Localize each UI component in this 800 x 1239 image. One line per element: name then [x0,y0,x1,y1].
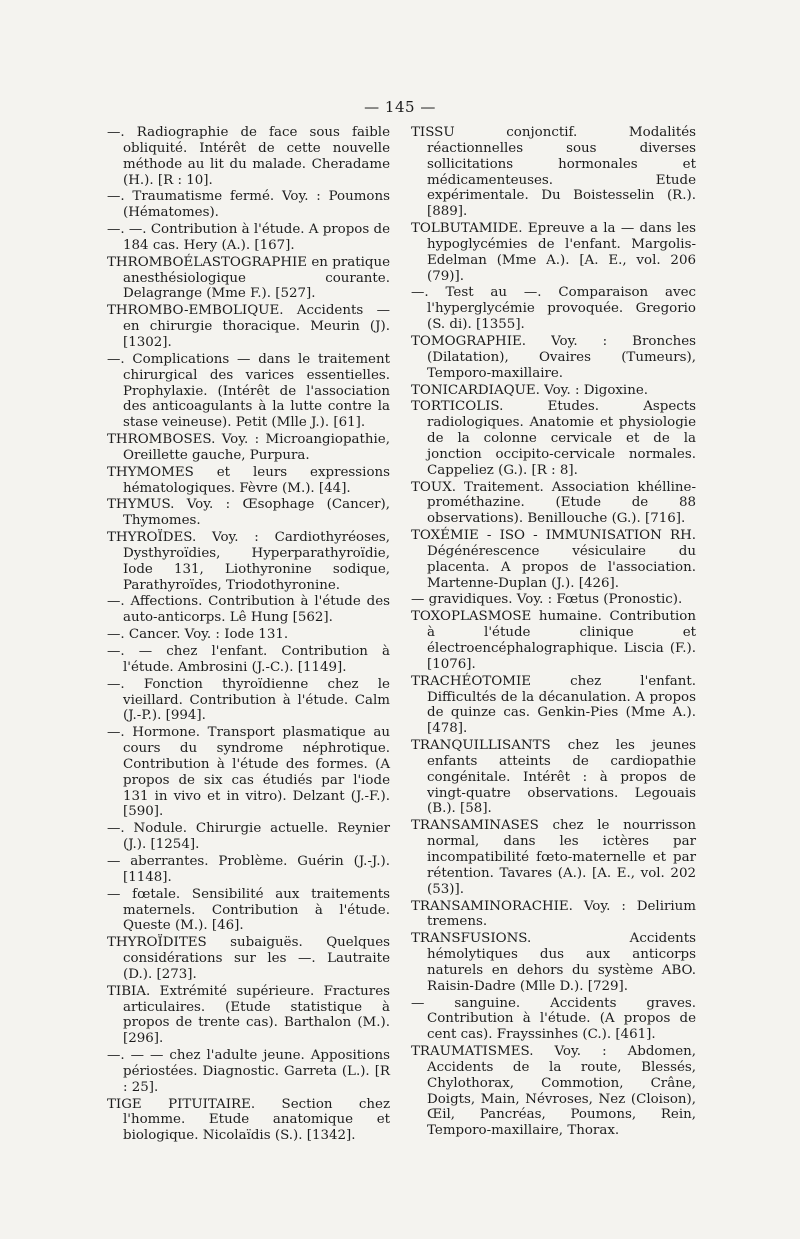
index-entry: TONICARDIAQUE. Voy. : Digoxine. [411,382,649,398]
index-entry: TOLBUTAMIDE. Epreuve a la — dans les hypoglycémies de l'enfant. Margolis-Edelman (Mme A.). [A. E., vol. 206 (79)]. [411,221,696,284]
index-entry: —. Affections. Contribution à l'étude des auto-anticorps. Lê Hung [562]. [107,594,390,626]
index-entry: TOMOGRAPHIE. Voy. : Bronches (Dilatation), Ovaires (Tumeurs), Temporo-maxillaire. [411,333,696,381]
index-entry: THROMBO-EMBOLIQUE. Accidents — en chirurgie thoracique. Meurin (J). [1302]. [107,303,390,350]
index-entry: TOXÉMIE - ISO - IMMUNISATION RH. Dégénérescence vésiculaire du placenta. A propos de l'association. Martenne-Duplan (J.). [426]. [411,528,696,591]
page-number: — 145 — [364,98,436,116]
index-entry: —. Complications — dans le traitement chirurgical des varices essentielles. Prophylaxie. (Intérêt de l'association des anticoagulants à la lutte contre la stase veineuse). Petit (Mlle J.). [61]. [107,351,390,431]
index-entry: —. Test au —. Comparaison avec l'hyperglycémie provoquée. Gregorio (S. di). [1355]. [411,285,696,333]
index-entry: TORTICOLIS. Etudes. Aspects radiologiques. Anatomie et physiologie de la colonne cervicale et de la jonction occipito-cervicale normales. Cappeliez (G.). [R : 8]. [411,399,696,478]
index-entry: TIBIA. Extrémité supérieure. Fractures articulaires. (Etude statistique à propos de trente cas). Barthalon (M.). [296]. [107,983,390,1047]
index-entry: —. Nodule. Chirurgie actuelle. Reynier (J.). [1254]. [107,821,390,853]
index-entry: TRAUMATISMES. Voy. : Abdomen, Accidents de la route, Blessés, Chylothorax, Commotion, Crâne, Doigts, Main, Névroses, Nez (Cloison), Œil, Pancréas, Poumons, Rein, Temporo-maxillaire, Thorax. [411,1044,696,1139]
left-column [107,125,390,1145]
index-entry: THROMBOÉLASTOGRAPHIE en pratique anesthésiologique courante. Delagrange (Mme F.). [527]. [107,254,390,302]
index-entry: TRANSAMINORACHIE. Voy. : Delirium tremens. [411,898,696,930]
index-entry: THYMOMES et leurs expressions hématologiques. Fèvre (M.). [44]. [107,464,390,496]
index-entry: —. Hormone. Transport plasmatique au cours du syndrome néphrotique. Contribution à l'étude des formes. (A propos de six cas étudiés par l'iode 131 in vivo et in vitro). Delzant (J.-F.). [590]. [107,725,390,820]
index-entry: THYMUS. Voy. : Œsophage (Cancer), Thymomes. [107,497,390,529]
index-entry: THROMBOSES. Voy. : Microangiopathie, Oreillette gauche, Purpura. [107,432,390,463]
index-entry: — aberrantes. Problème. Guérin (J.-J.). [1148]. [107,853,390,885]
index-entry: —. — — chez l'adulte jeune. Appositions périostées. Diagnostic. Garreta (L.). [R : 25]. [107,1048,390,1095]
index-entry: —. Cancer. Voy. : Iode 131. [107,627,289,643]
index-entry: —. Fonction thyroïdienne chez le vieillard. Contribution à l'étude. Calm (J.-P.). [994]. [107,676,390,724]
index-entry: TOUX. Traitement. Association khélline-prométhazine. (Etude de 88 observations). Benillouche (G.). [716]. [411,479,696,527]
index-entry: TRANQUILLISANTS chez les jeunes enfants atteints de cardiopathie congénitale. Intérêt : à propos de vingt-quatre observations. Legouais (B.). [58]. [411,738,696,817]
index-entry: — sanguine. Accidents graves. Contribution à l'étude. (A propos de cent cas). Frayssinhes (C.). [461]. [411,995,696,1043]
index-entry: TOXOPLASMOSE humaine. Contribution à l'étude clinique et électroencéphalographique. Liscia (F.). [1076]. [411,609,696,672]
index-entry: TRACHÉOTOMIE chez l'enfant. Difficultés de la décanulation. A propos de quinze cas. Genkin-Pies (Mme A.). [478]. [411,673,696,737]
index-entry: TIGE PITUITAIRE. Section chez l'homme. Etude anatomique et biologique. Nicolaïdis (S.). [1342]. [107,1096,390,1144]
index-entry: THYROÏDES. Voy. : Cardiothyréoses, Dysthyroïdies, Hyperparathyroïdie, Iode 131, Liothyronine sodique, Parathyroïdes, Triodothyronine. [107,530,390,593]
column-divider [401,125,402,925]
index-entry: — gravidiques. Voy. : Fœtus (Pronostic). [411,592,683,608]
index-entry: —. —. Contribution à l'étude. A propos de 184 cas. Hery (A.). [167]. [107,222,390,253]
index-entry: TRANSAMINASES chez le nourrisson normal, dans les ictères par incompatibilité fœto-maternelle et par rétention. Tavares (A.). [A. E., vol. 202 (53)]. [411,818,696,897]
right-column [411,125,696,1140]
index-entry: —. Traumatisme fermé. Voy. : Poumons (Hématomes). [107,189,390,221]
index-entry: — fœtale. Sensibilité aux traitements maternels. Contribution à l'étude. Queste (M.). [46]. [107,886,390,934]
index-entry: —. — chez l'enfant. Contribution à l'étude. Ambrosini (J.-C.). [1149]. [107,644,390,675]
index-entry: TISSU conjonctif. Modalités réactionnelles sous diverses sollicitations hormonales et médicamenteuses. Etude expérimentale. Du Boistesselin (R.). [889]. [411,125,696,220]
index-entry: TRANSFUSIONS. Accidents hémolytiques dus aux anticorps naturels en dehors du système ABO. Raisin-Dadre (Mlle D.). [729]. [411,931,696,994]
index-entry: THYROÏDITES subaiguës. Quelques considérations sur les —. Lautraite (D.). [273]. [107,935,390,982]
index-entry: —. Radiographie de face sous faible obliquité. Intérêt de cette nouvelle méthode au lit du malade. Cheradame (H.). [R : 10]. [107,125,390,188]
